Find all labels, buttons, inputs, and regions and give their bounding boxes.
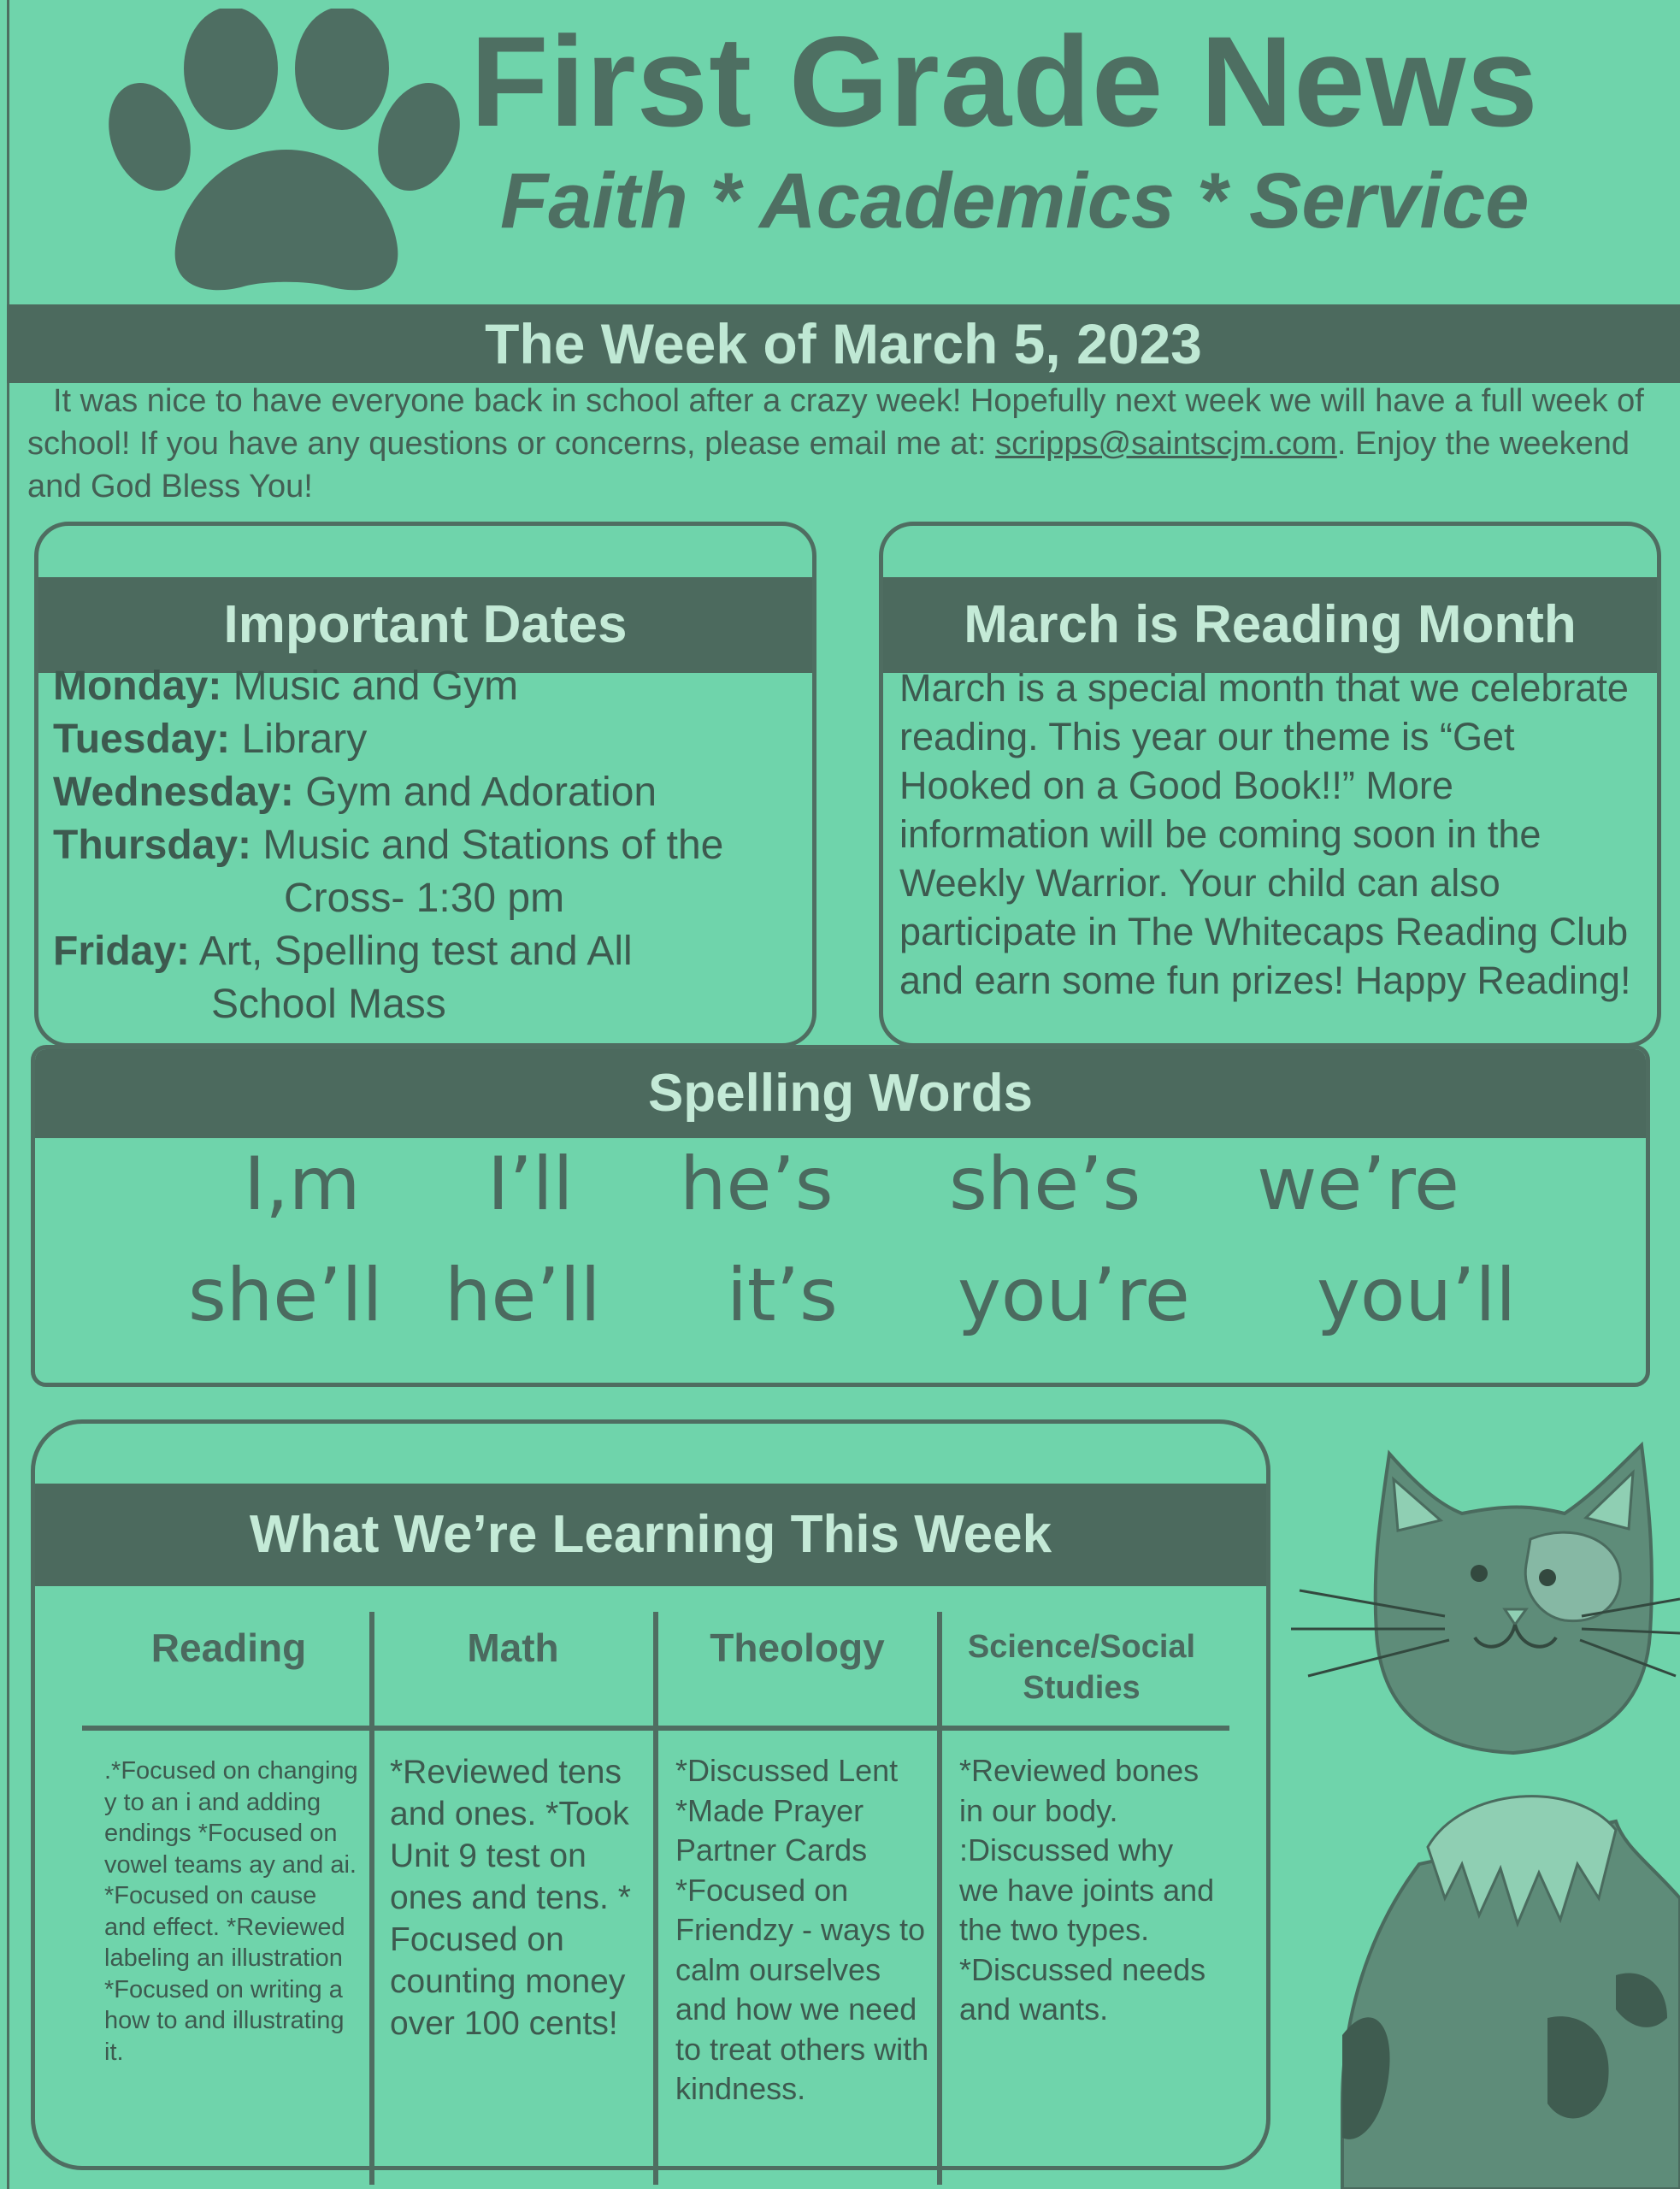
date-day: Wednesday: (53, 770, 294, 815)
newsletter-motto: Faith * Academics * Service (500, 157, 1530, 245)
spelling-word: he’ll (445, 1253, 601, 1338)
table-header-rule (82, 1726, 1229, 1731)
date-row-thursday-cont (53, 872, 805, 925)
date-row-friday (53, 925, 805, 978)
date-row-thursday (53, 819, 805, 872)
date-text: Gym and Adoration (305, 770, 657, 815)
important-dates-title: Important Dates (38, 577, 812, 673)
spelling-word: she’ll (188, 1253, 383, 1338)
spelling-word: I’ll (487, 1142, 574, 1227)
date-text: Music and Stations of the (262, 823, 724, 868)
date-row-friday-cont (53, 978, 805, 1031)
email-link[interactable]: scripps@saintscjm.com (995, 426, 1337, 462)
reading-month-text: March is a special month that we celebrate reading. This year our theme is “Get Hooked on a Good Book!!” More information will be coming soon in the Weekly Warrior. Your child can also participate in The Whitecaps Reading Club and earn some fun prizes! Happy Reading! (899, 666, 1631, 1002)
column-heading-theology: Theology (710, 1626, 885, 1670)
date-text: Music and Gym (233, 664, 519, 709)
spelling-words-title: Spelling Words (35, 1049, 1646, 1138)
spelling-word: you’re (958, 1253, 1190, 1338)
newsletter-title: First Grade News (470, 9, 1539, 153)
date-row-tuesday (53, 713, 805, 766)
date-row-monday (53, 660, 805, 713)
table-column-divider (937, 1612, 942, 2185)
spelling-word: you’ll (1317, 1253, 1517, 1338)
date-day: Friday: (53, 929, 191, 974)
spelling-word: I,m (244, 1142, 361, 1227)
table-column-divider (369, 1612, 374, 2185)
date-text: Art, Spelling test and All (198, 929, 633, 974)
week-title: The Week of March 5, 2023 (485, 312, 1202, 375)
date-day: Tuesday: (53, 717, 231, 762)
spelling-word: he’s (680, 1142, 834, 1227)
date-row-wednesday (53, 766, 805, 819)
column-text-science-social-studies: *Reviewed bones in our body. :Discussed why we have joints and the two types. *Discussed needs and wants. (959, 1753, 1215, 2027)
date-text-cont: School Mass (211, 982, 446, 1027)
intro-text: It was nice to have everyone back in school after a crazy week! Hopefully next week we will have a full week of school! If you have any questions or concerns, please email me at: (27, 383, 1644, 462)
reading-month-title: March is Reading Month (883, 577, 1657, 673)
cat-illustration-icon (1291, 1419, 1680, 2189)
important-dates-list (53, 660, 805, 1031)
column-heading-math: Math (467, 1626, 559, 1670)
spelling-word: it’s (727, 1253, 838, 1338)
date-text: Library (241, 717, 368, 762)
column-heading-science-social-studies: Science/Social Studies (967, 1629, 1196, 1706)
column-text-reading: .*Focused on changing y to an i and adding endings *Focused on vowel teams ay and ai. *Focused on cause and effect. *Reviewed labeling an illustration *Focused on writing a how to and illustrating it. (104, 1757, 358, 2066)
column-heading-reading: Reading (150, 1626, 307, 1670)
column-text-math: *Reviewed tens and ones. *Took Unit 9 test on ones and tens. * Focused on counting money over 100 cents! (390, 1754, 631, 2042)
date-text-cont: Cross- 1:30 pm (284, 876, 565, 921)
table-column-divider (653, 1612, 658, 2185)
intro-paragraph (27, 380, 1669, 508)
column-text-theology: *Discussed Lent *Made Prayer Partner Cards *Focused on Friendzy - ways to calm ourselves and how we need to treat others with kindness. (675, 1753, 929, 2106)
intro-text-end: . Enjoy the weekend and God Bless You! (27, 426, 1630, 504)
paw-print-icon (103, 9, 462, 299)
date-day: Monday: (53, 664, 222, 709)
learning-title: What We’re Learning This Week (35, 1484, 1266, 1586)
date-day: Thursday: (53, 823, 252, 868)
spelling-word: we’re (1257, 1142, 1459, 1227)
spelling-word: she’s (949, 1142, 1141, 1227)
